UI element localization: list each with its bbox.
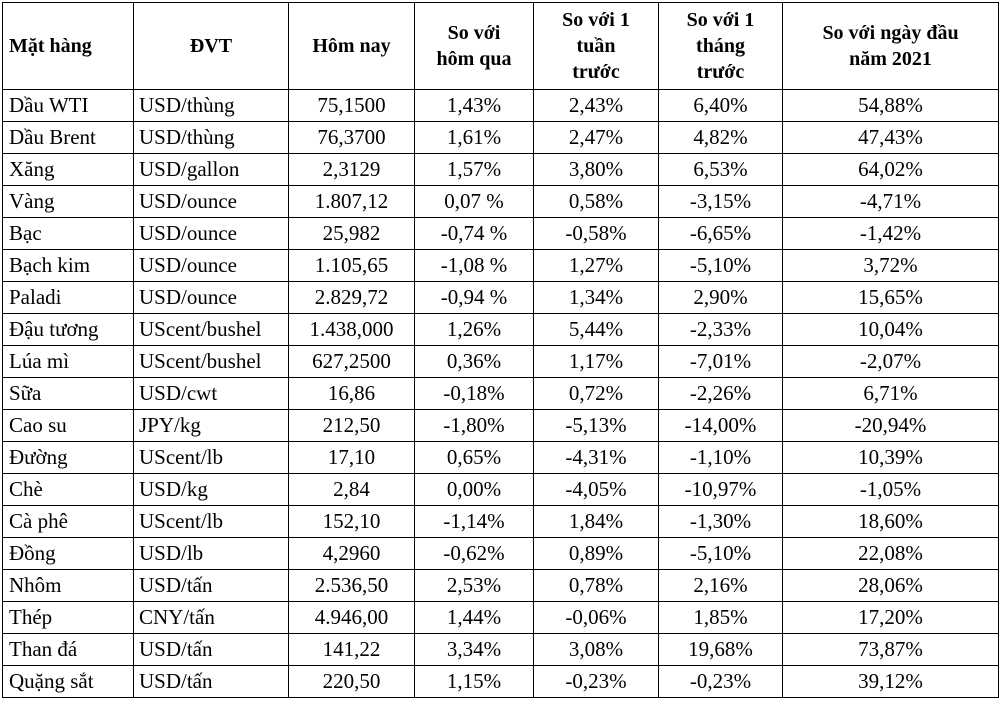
unit-cell: USD/ounce: [134, 186, 289, 218]
unit-cell: UScent/lb: [134, 506, 289, 538]
table-row: [3, 506, 999, 538]
value-cell: 4,2960: [289, 538, 415, 570]
value-cell: -0,94 %: [415, 282, 534, 314]
value-cell: 1,26%: [415, 314, 534, 346]
value-cell: -14,00%: [659, 410, 783, 442]
unit-cell: USD/ounce: [134, 282, 289, 314]
commodity-name: Xăng: [3, 154, 134, 186]
unit-cell: USD/cwt: [134, 378, 289, 410]
value-cell: 0,36%: [415, 346, 534, 378]
value-cell: -1,08 %: [415, 250, 534, 282]
value-cell: 1,43%: [415, 90, 534, 122]
table-row: [3, 570, 999, 602]
value-cell: 1,17%: [534, 346, 659, 378]
table-row: [3, 90, 999, 122]
unit-cell: USD/tấn: [134, 570, 289, 602]
value-cell: 0,65%: [415, 442, 534, 474]
table-row: [3, 218, 999, 250]
table-row: [3, 474, 999, 506]
commodity-name: Đậu tương: [3, 314, 134, 346]
value-cell: 1,61%: [415, 122, 534, 154]
value-cell: -0,23%: [534, 666, 659, 698]
value-cell: 212,50: [289, 410, 415, 442]
value-cell: -1,80%: [415, 410, 534, 442]
commodity-name: Đường: [3, 442, 134, 474]
value-cell: 0,78%: [534, 570, 659, 602]
commodity-name: Vàng: [3, 186, 134, 218]
commodity-name: Sữa: [3, 378, 134, 410]
value-cell: 2,16%: [659, 570, 783, 602]
value-cell: 2,47%: [534, 122, 659, 154]
value-cell: 6,40%: [659, 90, 783, 122]
unit-cell: UScent/bushel: [134, 346, 289, 378]
value-cell: 1.807,12: [289, 186, 415, 218]
value-cell: 0,89%: [534, 538, 659, 570]
unit-cell: USD/tấn: [134, 666, 289, 698]
commodity-name: Bạc: [3, 218, 134, 250]
header-cell: So với 1 tuần trước: [534, 3, 659, 90]
header-cell: So với ngày đầu năm 2021: [783, 3, 999, 90]
value-cell: 10,39%: [783, 442, 999, 474]
value-cell: 54,88%: [783, 90, 999, 122]
value-cell: -4,71%: [783, 186, 999, 218]
value-cell: 3,72%: [783, 250, 999, 282]
value-cell: 2,43%: [534, 90, 659, 122]
table-row: [3, 602, 999, 634]
table-row: [3, 186, 999, 218]
value-cell: 76,3700: [289, 122, 415, 154]
value-cell: -1,14%: [415, 506, 534, 538]
value-cell: -0,74 %: [415, 218, 534, 250]
commodity-name: Dầu WTI: [3, 90, 134, 122]
commodity-name: Dầu Brent: [3, 122, 134, 154]
value-cell: -2,26%: [659, 378, 783, 410]
table-row: [3, 538, 999, 570]
value-cell: 28,06%: [783, 570, 999, 602]
commodity-name: Quặng sắt: [3, 666, 134, 698]
table-row: [3, 410, 999, 442]
value-cell: 1,27%: [534, 250, 659, 282]
header-cell: So với hôm qua: [415, 3, 534, 90]
value-cell: 0,72%: [534, 378, 659, 410]
value-cell: 152,10: [289, 506, 415, 538]
commodity-name: Nhôm: [3, 570, 134, 602]
table-row: [3, 346, 999, 378]
table-row: [3, 250, 999, 282]
table-row: [3, 634, 999, 666]
header-cell: So với 1 tháng trước: [659, 3, 783, 90]
value-cell: 0,00%: [415, 474, 534, 506]
value-cell: 0,58%: [534, 186, 659, 218]
commodity-name: Lúa mì: [3, 346, 134, 378]
commodity-name: Cao su: [3, 410, 134, 442]
value-cell: 75,1500: [289, 90, 415, 122]
value-cell: -0,23%: [659, 666, 783, 698]
unit-cell: UScent/bushel: [134, 314, 289, 346]
value-cell: -4,31%: [534, 442, 659, 474]
unit-cell: UScent/lb: [134, 442, 289, 474]
unit-cell: USD/lb: [134, 538, 289, 570]
value-cell: 15,65%: [783, 282, 999, 314]
unit-cell: CNY/tấn: [134, 602, 289, 634]
value-cell: 19,68%: [659, 634, 783, 666]
value-cell: 1,15%: [415, 666, 534, 698]
value-cell: -1,05%: [783, 474, 999, 506]
value-cell: 47,43%: [783, 122, 999, 154]
value-cell: 1.105,65: [289, 250, 415, 282]
value-cell: 2,3129: [289, 154, 415, 186]
value-cell: 627,2500: [289, 346, 415, 378]
value-cell: 2,53%: [415, 570, 534, 602]
value-cell: 4.946,00: [289, 602, 415, 634]
value-cell: -7,01%: [659, 346, 783, 378]
commodity-name: Thép: [3, 602, 134, 634]
value-cell: -1,30%: [659, 506, 783, 538]
value-cell: 2,84: [289, 474, 415, 506]
value-cell: -4,05%: [534, 474, 659, 506]
commodity-name: Paladi: [3, 282, 134, 314]
header-cell: ĐVT: [134, 3, 289, 90]
unit-cell: USD/ounce: [134, 250, 289, 282]
value-cell: 3,80%: [534, 154, 659, 186]
table-row: [3, 282, 999, 314]
value-cell: 2.536,50: [289, 570, 415, 602]
unit-cell: USD/thùng: [134, 90, 289, 122]
header-cell: Mặt hàng: [3, 3, 134, 90]
value-cell: 18,60%: [783, 506, 999, 538]
table-row: [3, 122, 999, 154]
value-cell: -0,18%: [415, 378, 534, 410]
value-cell: 6,71%: [783, 378, 999, 410]
value-cell: 6,53%: [659, 154, 783, 186]
value-cell: 25,982: [289, 218, 415, 250]
value-cell: -0,62%: [415, 538, 534, 570]
value-cell: 4,82%: [659, 122, 783, 154]
value-cell: 73,87%: [783, 634, 999, 666]
unit-cell: USD/thùng: [134, 122, 289, 154]
table-row: [3, 666, 999, 698]
commodity-name: Đồng: [3, 538, 134, 570]
commodity-price-table: [2, 2, 999, 698]
value-cell: -0,58%: [534, 218, 659, 250]
header-cell: Hôm nay: [289, 3, 415, 90]
value-cell: -10,97%: [659, 474, 783, 506]
value-cell: 2,90%: [659, 282, 783, 314]
value-cell: -5,10%: [659, 250, 783, 282]
unit-cell: USD/ounce: [134, 218, 289, 250]
value-cell: 1,34%: [534, 282, 659, 314]
value-cell: 17,20%: [783, 602, 999, 634]
value-cell: -1,42%: [783, 218, 999, 250]
value-cell: 39,12%: [783, 666, 999, 698]
table-row: [3, 154, 999, 186]
unit-cell: USD/gallon: [134, 154, 289, 186]
value-cell: 220,50: [289, 666, 415, 698]
value-cell: 2.829,72: [289, 282, 415, 314]
value-cell: 22,08%: [783, 538, 999, 570]
unit-cell: USD/tấn: [134, 634, 289, 666]
value-cell: 1,84%: [534, 506, 659, 538]
value-cell: -2,33%: [659, 314, 783, 346]
value-cell: 5,44%: [534, 314, 659, 346]
value-cell: 1.438,000: [289, 314, 415, 346]
value-cell: 3,08%: [534, 634, 659, 666]
value-cell: 3,34%: [415, 634, 534, 666]
value-cell: 10,04%: [783, 314, 999, 346]
value-cell: -5,13%: [534, 410, 659, 442]
value-cell: -6,65%: [659, 218, 783, 250]
value-cell: 1,44%: [415, 602, 534, 634]
value-cell: 64,02%: [783, 154, 999, 186]
commodity-name: Cà phê: [3, 506, 134, 538]
table-row: [3, 442, 999, 474]
value-cell: -1,10%: [659, 442, 783, 474]
value-cell: -2,07%: [783, 346, 999, 378]
commodity-name: Chè: [3, 474, 134, 506]
value-cell: -0,06%: [534, 602, 659, 634]
value-cell: -20,94%: [783, 410, 999, 442]
value-cell: 17,10: [289, 442, 415, 474]
value-cell: -3,15%: [659, 186, 783, 218]
value-cell: 1,57%: [415, 154, 534, 186]
unit-cell: JPY/kg: [134, 410, 289, 442]
value-cell: 141,22: [289, 634, 415, 666]
commodity-name: Bạch kim: [3, 250, 134, 282]
commodity-name: Than đá: [3, 634, 134, 666]
value-cell: -5,10%: [659, 538, 783, 570]
value-cell: 0,07 %: [415, 186, 534, 218]
header-row: [3, 3, 999, 90]
value-cell: 1,85%: [659, 602, 783, 634]
value-cell: 16,86: [289, 378, 415, 410]
unit-cell: USD/kg: [134, 474, 289, 506]
table-row: [3, 314, 999, 346]
table-row: [3, 378, 999, 410]
